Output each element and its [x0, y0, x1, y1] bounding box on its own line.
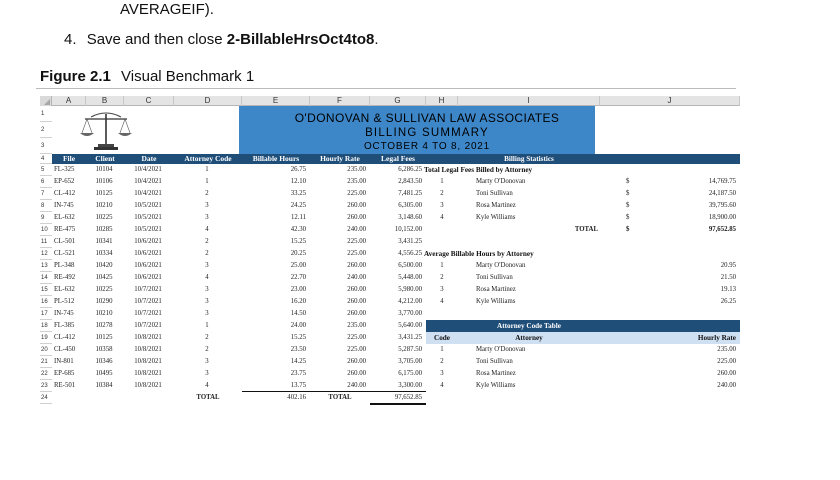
code-table-title: Attorney Code Table	[497, 322, 561, 330]
row-header-13: 13	[40, 260, 52, 272]
table-cell: 10334	[95, 250, 113, 257]
table-cell: 15.25	[290, 238, 306, 245]
currency-symbol: $	[626, 190, 630, 197]
column-header-e: E	[242, 96, 310, 106]
column-header-j: J	[600, 96, 740, 106]
column-header-f: F	[310, 96, 370, 106]
table-cell: 3	[205, 370, 209, 377]
table-cell: 10/7/2021	[134, 310, 162, 317]
attorney-code: 4	[440, 298, 444, 305]
table-cell: 3,431.25	[398, 334, 422, 341]
row-header-10: 10	[40, 224, 52, 236]
table-cell: 2	[205, 250, 209, 257]
row-header-9: 9	[40, 212, 52, 224]
table-cell: CL-412	[54, 190, 76, 197]
table-cell: 10/7/2021	[134, 286, 162, 293]
code-table-attorney: Toni Sullivan	[476, 358, 513, 365]
instruction-fragment: AVERAGEIF).	[120, 1, 214, 18]
table-cell: 5,640.00	[398, 322, 422, 329]
code-table-rate: 225.00	[717, 358, 736, 365]
code-table-heading-code: Code	[434, 334, 450, 342]
column-heading-client: Client	[95, 154, 115, 163]
table-cell: 10,152.00	[394, 226, 422, 233]
table-cell: 3,770.00	[398, 310, 422, 317]
table-cell: 10/6/2021	[134, 262, 162, 269]
table-cell: 10420	[95, 262, 113, 269]
currency-symbol: $	[626, 178, 630, 185]
table-cell: IN-745	[54, 310, 74, 317]
table-cell: 2	[205, 346, 209, 353]
table-cell: RE-475	[54, 226, 76, 233]
attorney-code: 3	[440, 286, 444, 293]
table-cell: 1	[205, 322, 209, 329]
table-cell: 260.00	[347, 214, 366, 221]
table-cell: 10/4/2021	[134, 178, 162, 185]
row-header-18: 18	[40, 320, 52, 332]
attorney-name: Rosa Martinez	[476, 286, 516, 293]
table-cell: 10/6/2021	[134, 238, 162, 245]
table-cell: 23.75	[290, 370, 306, 377]
currency-symbol: $	[626, 226, 630, 233]
code-table-attorney: Marty O'Donovan	[476, 346, 526, 353]
table-cell: 10/8/2021	[134, 346, 162, 353]
table-cell: 260.00	[347, 262, 366, 269]
table-cell: 10/8/2021	[134, 334, 162, 341]
table-cell: 260.00	[347, 358, 366, 365]
table-cell: 10/5/2021	[134, 226, 162, 233]
attorney-fees: 18,900.00	[708, 214, 736, 221]
total-rule	[242, 391, 426, 392]
table-cell: 26.75	[290, 166, 306, 173]
table-cell: 225.00	[347, 250, 366, 257]
column-heading-hourly-rate: Hourly Rate	[320, 154, 360, 163]
table-cell: 3,431.25	[398, 238, 422, 245]
table-cell: 5,448.00	[398, 274, 422, 281]
table-cell: EL-632	[54, 286, 75, 293]
fees-total-label: TOTAL	[574, 226, 598, 233]
table-cell: 10106	[95, 178, 113, 185]
average-hours-title: Average Billable Hours by Attorney	[424, 250, 534, 258]
table-cell: PL-348	[54, 262, 75, 269]
table-cell: 225.00	[347, 346, 366, 353]
table-cell: CL-501	[54, 238, 76, 245]
table-cell: EP-685	[54, 370, 75, 377]
attorney-code: 4	[440, 214, 444, 221]
title-firm-name: O'DONOVAN & SULLIVAN LAW ASSOCIATES	[294, 111, 560, 125]
code-table-rate: 240.00	[717, 382, 736, 389]
table-cell: 235.00	[347, 322, 366, 329]
table-cell: 3	[205, 214, 209, 221]
table-cell: 10495	[95, 370, 113, 377]
table-cell: 5,980.00	[398, 286, 422, 293]
row-header-17: 17	[40, 308, 52, 320]
table-cell: 2	[205, 238, 209, 245]
table-cell: 10341	[95, 238, 113, 245]
table-cell: 10/5/2021	[134, 202, 162, 209]
code-table-code: 4	[440, 382, 444, 389]
table-cell: 240.00	[347, 382, 366, 389]
table-cell: 20.25	[290, 250, 306, 257]
table-cell: 10125	[95, 334, 113, 341]
table-cell: 16.20	[290, 298, 306, 305]
row-header-7: 7	[40, 188, 52, 200]
table-cell: 10125	[95, 190, 113, 197]
row-header-3: 3	[40, 138, 52, 154]
row-header-15: 15	[40, 284, 52, 296]
table-cell: 260.00	[347, 286, 366, 293]
average-hours: 26.25	[720, 298, 736, 305]
table-cell: 10225	[95, 286, 113, 293]
table-cell: 10278	[95, 322, 113, 329]
attorney-code: 1	[440, 262, 444, 269]
table-cell: 4,556.25	[398, 250, 422, 257]
code-table-code: 3	[440, 370, 444, 377]
figure-caption	[40, 67, 254, 87]
table-cell: 2	[205, 334, 209, 341]
table-cell: CL-450	[54, 346, 76, 353]
table-cell: IN-801	[54, 358, 74, 365]
code-table-attorney: Kyle Williams	[476, 382, 516, 389]
table-cell: IN-745	[54, 202, 74, 209]
attorney-fees: 24,187.50	[708, 190, 736, 197]
column-header-b: B	[86, 96, 124, 106]
table-cell: 10346	[95, 358, 113, 365]
scales-of-justice-logo	[77, 111, 135, 151]
table-cell: EP-652	[54, 178, 75, 185]
table-cell: 235.00	[347, 166, 366, 173]
row-header-5: 5	[40, 164, 52, 176]
currency-symbol: $	[626, 214, 630, 221]
code-table-rate: 235.00	[717, 346, 736, 353]
row-header-14: 14	[40, 272, 52, 284]
row-header-1: 1	[40, 106, 52, 122]
spreadsheet-image	[40, 96, 740, 479]
table-cell: 6,305.00	[398, 202, 422, 209]
attorney-code: 2	[440, 190, 444, 197]
table-cell: 10/4/2021	[134, 190, 162, 197]
table-cell: 10/7/2021	[134, 322, 162, 329]
column-heading-date: Date	[141, 154, 157, 163]
table-cell: 6,500.00	[398, 262, 422, 269]
row-header-11: 11	[40, 236, 52, 248]
row-header-16: 16	[40, 296, 52, 308]
table-cell: 2	[205, 190, 209, 197]
table-cell: 42.30	[290, 226, 306, 233]
attorney-name: Kyle Williams	[476, 214, 516, 221]
table-cell: 235.00	[347, 178, 366, 185]
table-cell: 10/8/2021	[134, 382, 162, 389]
billing-statistics-title: Billing Statistics	[504, 155, 554, 163]
table-cell: 22.70	[290, 274, 306, 281]
row-header-23: 23	[40, 380, 52, 392]
table-cell: 3	[205, 286, 209, 293]
table-cell: 10/4/2021	[134, 166, 162, 173]
select-all-corner	[40, 96, 52, 106]
table-cell: 1	[205, 178, 209, 185]
average-hours: 20.95	[720, 262, 736, 269]
row-header-2: 2	[40, 122, 52, 138]
code-table-heading-attorney: Attorney	[515, 334, 543, 342]
column-header-d: D	[174, 96, 242, 106]
row-header-8: 8	[40, 200, 52, 212]
table-cell: RE-501	[54, 382, 76, 389]
row-header-21: 21	[40, 356, 52, 368]
table-cell: 6,286.25	[398, 166, 422, 173]
attorney-code: 1	[440, 178, 444, 185]
table-cell: 3	[205, 298, 209, 305]
table-cell: EL-632	[54, 214, 75, 221]
column-header-g: G	[370, 96, 426, 106]
attorney-name: Rosa Martinez	[476, 202, 516, 209]
table-cell: 10210	[95, 310, 113, 317]
column-heading-attorney-code: Attorney Code	[184, 154, 232, 163]
code-table-code: 2	[440, 358, 444, 365]
attorney-name: Marty O'Donovan	[476, 262, 526, 269]
fees-by-attorney-title: Total Legal Fees Billed by Attorney	[424, 166, 533, 174]
attorney-name: Marty O'Donovan	[476, 178, 526, 185]
table-cell: RE-492	[54, 274, 76, 281]
table-cell: 240.00	[347, 274, 366, 281]
table-cell: 3	[205, 262, 209, 269]
total-label: TOTAL	[328, 394, 352, 401]
table-cell: 10225	[95, 214, 113, 221]
fees-total: 97,652.85	[708, 226, 736, 233]
table-cell: 4	[205, 382, 209, 389]
table-cell: 4	[205, 226, 209, 233]
table-cell: 4,212.00	[398, 298, 422, 305]
table-cell: 240.00	[347, 226, 366, 233]
attorney-fees: 14,769.75	[708, 178, 736, 185]
attorney-name: Kyle Williams	[476, 298, 516, 305]
step-text: Save and then close	[86, 31, 223, 48]
attorney-name: Toni Sullivan	[476, 190, 513, 197]
table-cell: 3,300.00	[398, 382, 422, 389]
code-table-attorney: Rosa Martinez	[476, 370, 516, 377]
row-header-4: 4	[40, 154, 52, 164]
column-header-h: H	[426, 96, 458, 106]
table-cell: FL-385	[54, 322, 75, 329]
table-cell: 13.75	[290, 382, 306, 389]
table-cell: 10/8/2021	[134, 358, 162, 365]
table-cell: 10210	[95, 202, 113, 209]
attorney-code: 3	[440, 202, 444, 209]
table-cell: CL-521	[54, 250, 76, 257]
instruction-step-4	[64, 30, 379, 50]
table-cell: 225.00	[347, 190, 366, 197]
table-cell: 23.50	[290, 346, 306, 353]
table-cell: 3	[205, 202, 209, 209]
average-hours: 19.13	[720, 286, 736, 293]
attorney-fees: 39,795.60	[708, 202, 736, 209]
table-cell: PL-512	[54, 298, 75, 305]
code-table-rate: 260.00	[717, 370, 736, 377]
table-cell: 25.00	[290, 262, 306, 269]
row-header-19: 19	[40, 332, 52, 344]
table-cell: 15.25	[290, 334, 306, 341]
table-cell: 10384	[95, 382, 113, 389]
table-cell: 260.00	[347, 298, 366, 305]
table-cell: 260.00	[347, 370, 366, 377]
table-cell: 1	[205, 166, 209, 173]
table-cell: 33.25	[290, 190, 306, 197]
table-cell: 12.10	[290, 178, 306, 185]
attorney-name: Toni Sullivan	[476, 274, 513, 281]
table-cell: 10358	[95, 346, 113, 353]
table-cell: 24.00	[290, 322, 306, 329]
table-cell: 10104	[95, 166, 113, 173]
step-filename: 2-BillableHrsOct4to8	[226, 31, 375, 48]
table-cell: 14.50	[290, 310, 306, 317]
table-cell: FL-325	[54, 166, 75, 173]
step-end: .	[374, 31, 379, 48]
table-cell: 23.00	[290, 286, 306, 293]
title-date-range: OCTOBER 4 TO 8, 2021	[363, 141, 491, 152]
currency-symbol: $	[626, 202, 630, 209]
table-cell: 3	[205, 358, 209, 365]
table-cell: 10/6/2021	[134, 274, 162, 281]
table-cell: 24.25	[290, 202, 306, 209]
total-hours: 402.16	[287, 394, 306, 401]
column-header-a: A	[52, 96, 86, 106]
table-cell: 4	[205, 274, 209, 281]
table-header-row	[52, 154, 740, 164]
column-header-i: I	[458, 96, 600, 106]
table-cell: 10/8/2021	[134, 370, 162, 377]
column-header-bar	[40, 96, 740, 106]
column-header-c: C	[124, 96, 174, 106]
code-table-heading-hourly-rate: Hourly Rate	[697, 334, 736, 342]
table-cell: 225.00	[347, 238, 366, 245]
table-cell: 260.00	[347, 202, 366, 209]
title-report-name: BILLING SUMMARY	[365, 127, 489, 139]
row-header-6: 6	[40, 176, 52, 188]
table-cell: 225.00	[347, 334, 366, 341]
column-heading-legal-fees: Legal Fees	[381, 154, 415, 163]
table-cell: 3	[205, 310, 209, 317]
table-cell: 14.25	[290, 358, 306, 365]
table-cell: 10425	[95, 274, 113, 281]
table-cell: 2,843.50	[398, 178, 422, 185]
table-cell: 3,148.60	[398, 214, 422, 221]
table-cell: 10/7/2021	[134, 298, 162, 305]
row-header-24: 24	[40, 392, 52, 404]
table-cell: CL-412	[54, 334, 76, 341]
row-header-12: 12	[40, 248, 52, 260]
table-cell: 10/5/2021	[134, 214, 162, 221]
code-table-code: 1	[440, 346, 444, 353]
total-legal-fees: 97,652.85	[394, 394, 422, 401]
table-cell: 5,287.50	[398, 346, 422, 353]
step-number: 4.	[64, 31, 77, 48]
average-hours: 21.50	[720, 274, 736, 281]
table-cell: 6,175.00	[398, 370, 422, 377]
total-rule	[370, 403, 426, 405]
column-heading-billable-hours: Billable Hours	[252, 154, 300, 163]
figure-label: Figure 2.1	[40, 68, 111, 85]
table-cell: 12.11	[290, 214, 306, 221]
figure-title: Visual Benchmark 1	[121, 68, 255, 85]
table-cell: 3,705.00	[398, 358, 422, 365]
row-header-20: 20	[40, 344, 52, 356]
table-cell: 260.00	[347, 310, 366, 317]
table-cell: 10/6/2021	[134, 250, 162, 257]
caption-rule	[36, 88, 736, 89]
column-heading-file: File	[62, 154, 76, 163]
row-header-22: 22	[40, 368, 52, 380]
table-cell: 7,481.25	[398, 190, 422, 197]
total-label: TOTAL	[196, 394, 220, 401]
attorney-code: 2	[440, 274, 444, 281]
table-cell: 10285	[95, 226, 113, 233]
table-cell: 10290	[95, 298, 113, 305]
